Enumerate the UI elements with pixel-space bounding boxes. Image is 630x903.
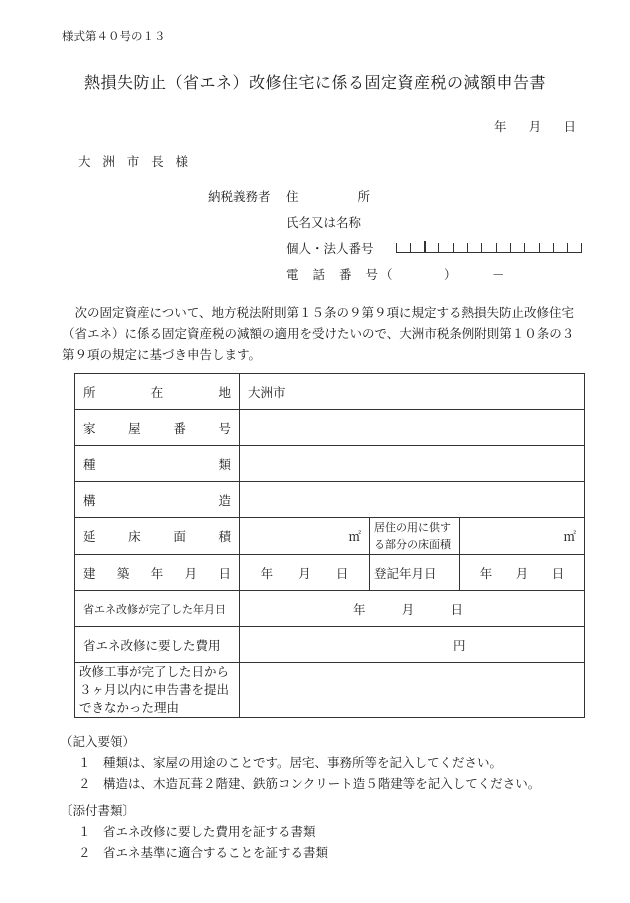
addressee-char: 市 <box>126 154 140 169</box>
date-line <box>494 117 576 135</box>
address-label-char: 所 <box>357 189 370 204</box>
label-char: 築 <box>116 565 130 581</box>
label-char: 面 <box>173 529 186 544</box>
label-char: 地 <box>218 384 231 400</box>
id-box-divider <box>524 243 525 253</box>
day-label: 日 <box>450 601 463 617</box>
registered-date-label-cell <box>370 555 460 591</box>
addressee-char: 大 <box>78 154 91 169</box>
residential-area-value-cell[interactable] <box>460 518 585 555</box>
residential-area-label-line: る部分の床面積 <box>374 538 451 551</box>
label-char: 家 <box>83 420 96 436</box>
table-row-location <box>75 374 585 410</box>
addressee-char: 洲 <box>102 154 115 169</box>
label-char: 床 <box>128 529 141 544</box>
completion-date-label: 省エネ改修が完了した年月日 <box>83 602 226 616</box>
intro-paragraph <box>62 302 582 365</box>
id-box-divider <box>481 243 482 253</box>
addressee-char: 長 <box>151 154 164 169</box>
table-row-late-reason <box>75 663 585 718</box>
cost-value-cell[interactable] <box>240 627 585 663</box>
location-value: 大洲市 <box>248 384 286 400</box>
attachments-item: １ 省エネ改修に要した費用を証する書類 <box>78 824 316 839</box>
id-box-divider <box>467 243 468 253</box>
label-char: 種 <box>83 456 96 472</box>
label-char: 日 <box>218 565 231 581</box>
yen-unit: 円 <box>453 637 466 653</box>
month-label: 月 <box>528 119 542 134</box>
id-box-divider <box>438 243 439 253</box>
id-box-divider <box>581 243 582 253</box>
year-label: 年 <box>494 119 507 134</box>
phone-label <box>286 265 378 283</box>
residential-area-label-cell <box>370 518 460 555</box>
month-label: 月 <box>515 565 529 581</box>
type-label-cell <box>75 446 240 482</box>
id-box-divider <box>424 241 426 253</box>
phone-label-char: 号 <box>365 267 378 282</box>
label-char: 類 <box>218 456 231 472</box>
year-label: 年 <box>353 601 366 617</box>
cost-label: 省エネ改修に要した費用 <box>83 637 221 653</box>
id-number-label: 個人・法人番号 <box>286 241 374 256</box>
month-label: 月 <box>401 601 415 617</box>
table-row-built-date <box>75 555 585 591</box>
notes-item: １ 種類は、家屋の用途のことです。居宅、事務所等を記入してください。 <box>78 755 503 770</box>
residential-area-label-line: 居住の用に供す <box>374 521 451 534</box>
id-number-boxes[interactable] <box>396 241 582 253</box>
label-char: 構 <box>83 492 96 508</box>
id-box-divider <box>453 243 454 253</box>
house-number-value-cell[interactable] <box>240 410 585 446</box>
attachments-section <box>62 800 328 863</box>
table-row-cost <box>75 627 585 663</box>
label-char: 積 <box>218 529 231 544</box>
day-label: 日 <box>551 565 565 581</box>
form-number: 様式第４０号の１３ <box>62 29 166 43</box>
floor-area-value-cell[interactable] <box>240 518 370 555</box>
address-label-char: 住 <box>286 189 299 204</box>
id-box-divider <box>539 243 540 253</box>
phone-label-char: 番 <box>338 267 352 282</box>
location-label-cell <box>75 374 240 410</box>
table-row-floor-area <box>75 518 585 555</box>
taxpayer-heading: 納税義務者 <box>208 189 271 204</box>
built-date-value-cell[interactable] <box>240 555 370 591</box>
id-box-divider <box>510 243 511 253</box>
table-row-house-number <box>75 410 585 446</box>
completion-date-label-cell <box>75 591 240 627</box>
day-label: 日 <box>335 565 349 581</box>
late-reason-label-line: 改修工事が完了した日から <box>79 664 230 679</box>
late-reason-label-line: ３ヶ月以内に申告書を提出 <box>79 682 230 697</box>
notes-item: ２ 構造は、木造瓦葺２階建、鉄筋コンクリート造５階建等を記入してください。 <box>78 776 541 791</box>
intro-line: 次の固定資産について、地方税法附則第１５条の９第９項に規定する熱損失防止改修住宅 <box>62 305 575 320</box>
phone-label-char: 話 <box>312 267 325 282</box>
built-date-label-cell <box>75 555 240 591</box>
id-box-divider <box>410 243 411 253</box>
label-char: 造 <box>218 492 231 508</box>
phone-close-paren: ） <box>444 267 457 282</box>
label-char: 所 <box>83 384 96 400</box>
registered-date-label: 登記年月日 <box>374 565 437 581</box>
month-label: 月 <box>298 565 311 581</box>
intro-line: 第９項の規定に基づき申告します。 <box>62 347 262 362</box>
year-label: 年 <box>479 565 493 581</box>
registered-date-value-cell[interactable] <box>460 555 585 591</box>
unit-m2: ㎡ <box>348 529 361 544</box>
type-value-cell[interactable] <box>240 446 585 482</box>
name-label: 氏名又は名称 <box>286 215 362 230</box>
phone-label-char: 電 <box>286 267 299 282</box>
id-box-divider <box>567 243 568 253</box>
completion-date-value-cell[interactable] <box>240 591 585 627</box>
property-table <box>74 373 585 718</box>
id-box-divider <box>496 243 497 253</box>
structure-value-cell[interactable] <box>240 482 585 518</box>
notes-section <box>62 731 540 794</box>
location-value-cell[interactable] <box>240 374 585 410</box>
id-box-divider <box>396 243 397 253</box>
address-label <box>286 187 370 205</box>
floor-area-label-cell <box>75 518 240 555</box>
attachments-item: ２ 省エネ基準に適合することを証する書類 <box>78 845 329 860</box>
cost-label-cell <box>75 627 240 663</box>
late-reason-value-cell[interactable] <box>240 663 585 718</box>
label-char: 建 <box>83 565 96 581</box>
phone-open-paren: （ <box>380 267 393 282</box>
house-number-label-cell <box>75 410 240 446</box>
year-label: 年 <box>260 565 274 581</box>
label-char: 在 <box>150 384 164 400</box>
day-label: 日 <box>563 119 576 134</box>
label-char: 年 <box>150 565 164 581</box>
table-row-structure <box>75 482 585 518</box>
attachments-heading: 〔添付書類〕 <box>60 803 136 818</box>
id-box-divider <box>553 243 554 253</box>
late-reason-label-cell <box>75 663 240 718</box>
structure-label-cell <box>75 482 240 518</box>
late-reason-label-line: できなかった理由 <box>79 700 180 715</box>
phone-dash: － <box>492 267 505 282</box>
table-row-completion-date <box>75 591 585 627</box>
label-char: 月 <box>184 565 198 581</box>
intro-line: （省エネ）に係る固定資産税の減額の適用を受けたいので、大洲市税条例附則第１０条の３ <box>62 326 575 341</box>
label-char: 号 <box>218 420 231 436</box>
table-row-type <box>75 446 585 482</box>
page-title: 熱損失防止（省エネ）改修住宅に係る固定資産税の減額申告書 <box>83 73 546 92</box>
addressee <box>78 152 188 170</box>
addressee-char: 様 <box>175 154 188 169</box>
label-char: 延 <box>83 529 96 544</box>
unit-m2: ㎡ <box>563 529 576 544</box>
label-char: 屋 <box>128 420 141 436</box>
label-char: 番 <box>173 420 186 436</box>
notes-heading: （記入要領） <box>60 734 136 749</box>
